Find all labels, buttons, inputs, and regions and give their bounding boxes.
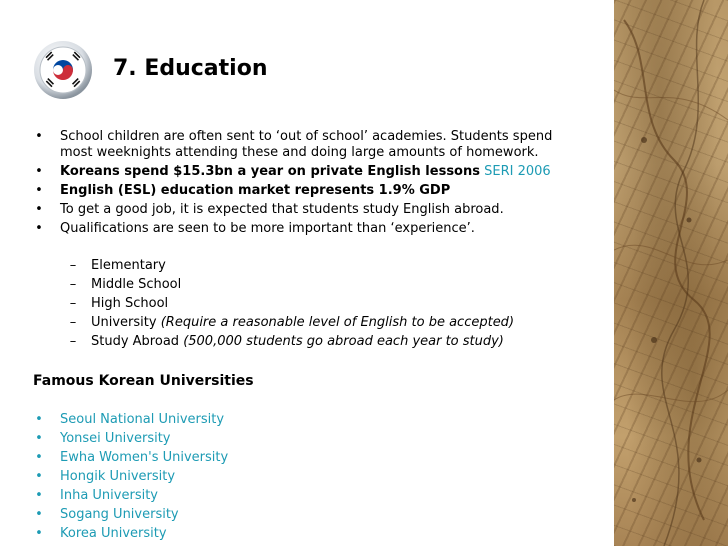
level-note: (Require a reasonable level of English to be accepted) bbox=[160, 315, 515, 330]
seri-source-link[interactable]: SERI 2006 bbox=[484, 164, 551, 179]
list-item bbox=[35, 202, 580, 218]
bullet-icon: • bbox=[35, 488, 43, 503]
bullet-icon: • bbox=[35, 183, 43, 198]
university-name[interactable]: Ewha Women's University bbox=[60, 450, 229, 465]
dash-icon: – bbox=[69, 296, 77, 311]
level-text: Study Abroad bbox=[91, 334, 180, 349]
list-item bbox=[35, 164, 580, 180]
dash-icon: – bbox=[69, 258, 77, 273]
list-item bbox=[35, 129, 580, 161]
university-link[interactable] bbox=[35, 412, 460, 428]
university-link[interactable] bbox=[35, 469, 460, 485]
bullet-icon: • bbox=[35, 526, 43, 541]
level-text: High School bbox=[91, 296, 169, 311]
list-item bbox=[69, 277, 611, 293]
dash-icon: – bbox=[69, 277, 77, 292]
level-text: Elementary bbox=[91, 258, 166, 273]
bullet-icon: • bbox=[35, 221, 43, 236]
main-bullet-list bbox=[35, 129, 580, 240]
bullet-icon: • bbox=[35, 164, 43, 179]
bullet-text: To get a good job, it is expected that students study English abroad. bbox=[60, 202, 504, 217]
university-link[interactable] bbox=[35, 488, 460, 504]
level-note: (500,000 students go abroad each year to study) bbox=[183, 334, 504, 349]
bullet-icon: • bbox=[35, 469, 43, 484]
list-item bbox=[35, 183, 580, 199]
university-link[interactable] bbox=[35, 526, 460, 542]
list-item bbox=[35, 221, 580, 237]
bullet-icon: • bbox=[35, 431, 43, 446]
universities-heading: Famous Korean Universities bbox=[33, 373, 254, 389]
university-name[interactable]: Sogang University bbox=[60, 507, 179, 522]
list-item bbox=[69, 296, 611, 312]
education-levels-list bbox=[69, 258, 611, 353]
bullet-icon: • bbox=[35, 412, 43, 427]
level-text: Middle School bbox=[91, 277, 182, 292]
university-link[interactable] bbox=[35, 507, 460, 523]
level-text: University bbox=[91, 315, 157, 330]
korean-flag-emblem-icon bbox=[33, 40, 93, 100]
university-name[interactable]: Hongik University bbox=[60, 469, 176, 484]
dash-icon: – bbox=[69, 315, 77, 330]
university-name[interactable]: Seoul National University bbox=[60, 412, 225, 427]
bullet-icon: • bbox=[35, 202, 43, 217]
list-item bbox=[69, 315, 611, 331]
bullet-text: Koreans spend $15.3bn a year on private English lessons bbox=[60, 164, 480, 179]
bullet-icon: • bbox=[35, 129, 43, 144]
bullet-icon: • bbox=[35, 450, 43, 465]
universities-list bbox=[35, 412, 460, 545]
old-map-decoration bbox=[614, 0, 728, 546]
bullet-text: School children are often sent to ‘out of school’ academies. Students spend most weeknights attending these and doing large amounts of homework. bbox=[60, 129, 553, 160]
university-name[interactable]: Yonsei University bbox=[60, 431, 171, 446]
list-item bbox=[69, 334, 611, 350]
university-name[interactable]: Inha University bbox=[60, 488, 158, 503]
bullet-text: English (ESL) education market represents 1.9% GDP bbox=[60, 183, 451, 198]
bullet-icon: • bbox=[35, 507, 43, 522]
slide-title: 7. Education bbox=[113, 56, 268, 81]
list-item bbox=[69, 258, 611, 274]
map-lines-icon bbox=[614, 0, 728, 546]
dash-icon: – bbox=[69, 334, 77, 349]
university-name[interactable]: Korea University bbox=[60, 526, 167, 541]
university-link[interactable] bbox=[35, 431, 460, 447]
bullet-text: Qualifications are seen to be more important than ‘experience’. bbox=[60, 221, 475, 236]
university-link[interactable] bbox=[35, 450, 460, 466]
